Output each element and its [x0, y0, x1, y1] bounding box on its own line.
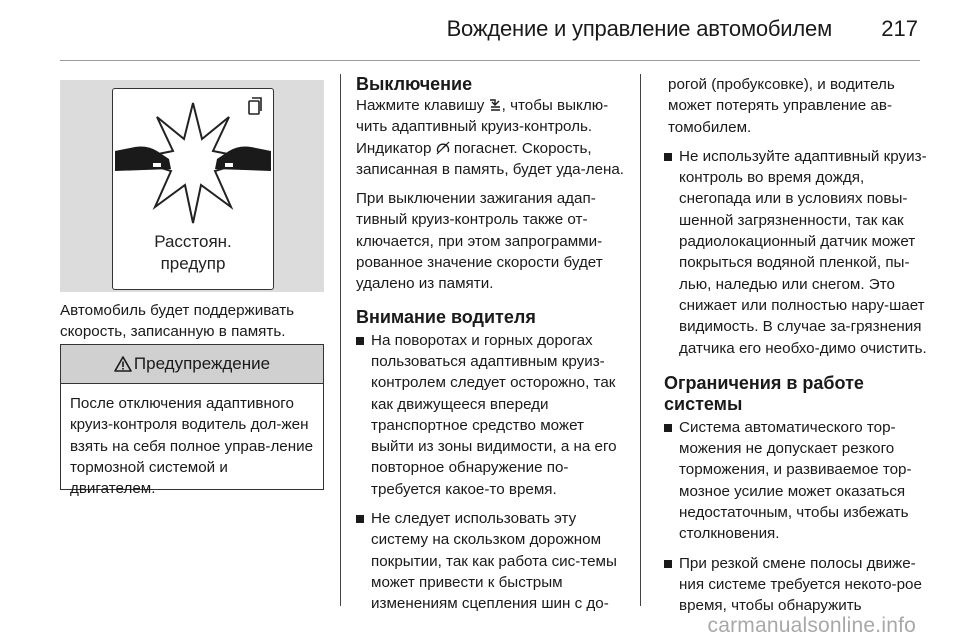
limits-list — [664, 417, 928, 617]
doc-corner-icon — [249, 98, 261, 114]
list-item: Система автоматического тор-можения не допускает резкого торможения, и развиваемое тор-мозное усилие может оказаться недостаточным, чтобы избежать столкновения. — [664, 417, 928, 545]
warning-triangle-icon — [114, 356, 132, 372]
list-item: Не используйте адаптивный круиз-контроль во время дождя, снегопада или в условиях повы-шенной загрязненности, так как радиолокационный датчик может покрыться водяной пленкой, пы-лью, наледью или снегом. Это снижает или полностью нару-шает видимость. В случае за-грязнения датчика его необхо-димо очистить. — [664, 146, 928, 359]
paragraph-ignition: При выключении зажигания адап-тивный круиз-контроль также от-ключается, при этом запрограмми-рованное значение скорости будет удалено из памяти. — [356, 190, 603, 293]
car-front-icon — [115, 147, 171, 172]
section-heading-limits: Ограничения в работе системы — [664, 372, 864, 414]
page-number: 217 — [881, 16, 918, 41]
cruise-off-key-icon — [489, 98, 502, 112]
list-item: При резкой смене полосы движе-ния системе требуется некото-рое время, чтобы обнаружить — [664, 553, 928, 617]
bullet-square-icon — [664, 153, 672, 161]
warning-text: После отключения адаптивного круиз-контроля водитель дол-жен взять на себя полное управ-ление тормозной системой и двигателем. — [70, 395, 314, 498]
rain-list — [664, 146, 928, 359]
paragraph-off: Нажмите клавишу , чтобы выклю-чить адаптивный круиз-контроль. Индикатор погаснет. Скорость, записанная в память, будет уда-лена. — [356, 97, 625, 178]
section-heading-attention: Внимание водителя — [356, 306, 536, 327]
continuation-text: рогой (пробуксовке), и водитель может потерять управление ав-томобилем. — [668, 76, 895, 136]
bullet-square-icon — [664, 424, 672, 432]
figure-label-line1: Расстоян. — [154, 232, 232, 251]
header-divider — [60, 60, 920, 61]
page-title: Вождение и управление автомобилем — [446, 16, 832, 41]
distance-warning-figure — [60, 80, 324, 292]
warning-box — [60, 344, 324, 498]
cruise-indicator-icon — [436, 141, 450, 155]
column-right — [664, 74, 928, 625]
bullet-square-icon — [356, 515, 364, 523]
column-middle — [356, 74, 626, 623]
column-divider-1 — [340, 74, 341, 606]
list-item: На поворотах и горных дорогах пользоваться адаптивным круиз-контролем следует осторожно, так как движущееся впереди транспортное средство может выйти из зоны видимости, а на его повторное обнаружение по-требуется какое-то время. — [356, 330, 626, 500]
page-header — [60, 0, 920, 58]
bullet-square-icon — [356, 337, 364, 345]
watermark-text: carmanualsonline.info — [707, 614, 916, 637]
section-heading-off: Выключение — [356, 74, 473, 94]
display-screen — [112, 88, 274, 290]
warning-header — [61, 345, 323, 384]
car-front-icon — [215, 147, 271, 172]
warning-title: Предупреждение — [133, 354, 271, 373]
figure-label-line2: предупр — [160, 254, 226, 273]
column-divider-2 — [640, 74, 641, 606]
figure-caption: Автомобиль будет поддерживать скорость, записанную в память. — [60, 302, 295, 341]
list-item: Не следует использовать эту систему на скользком дорожном покрытии, так как работа сис-темы может привести к быстрым изменениям сцепления шин с до- — [356, 508, 626, 614]
bullet-square-icon — [664, 560, 672, 568]
attention-list — [356, 330, 626, 615]
